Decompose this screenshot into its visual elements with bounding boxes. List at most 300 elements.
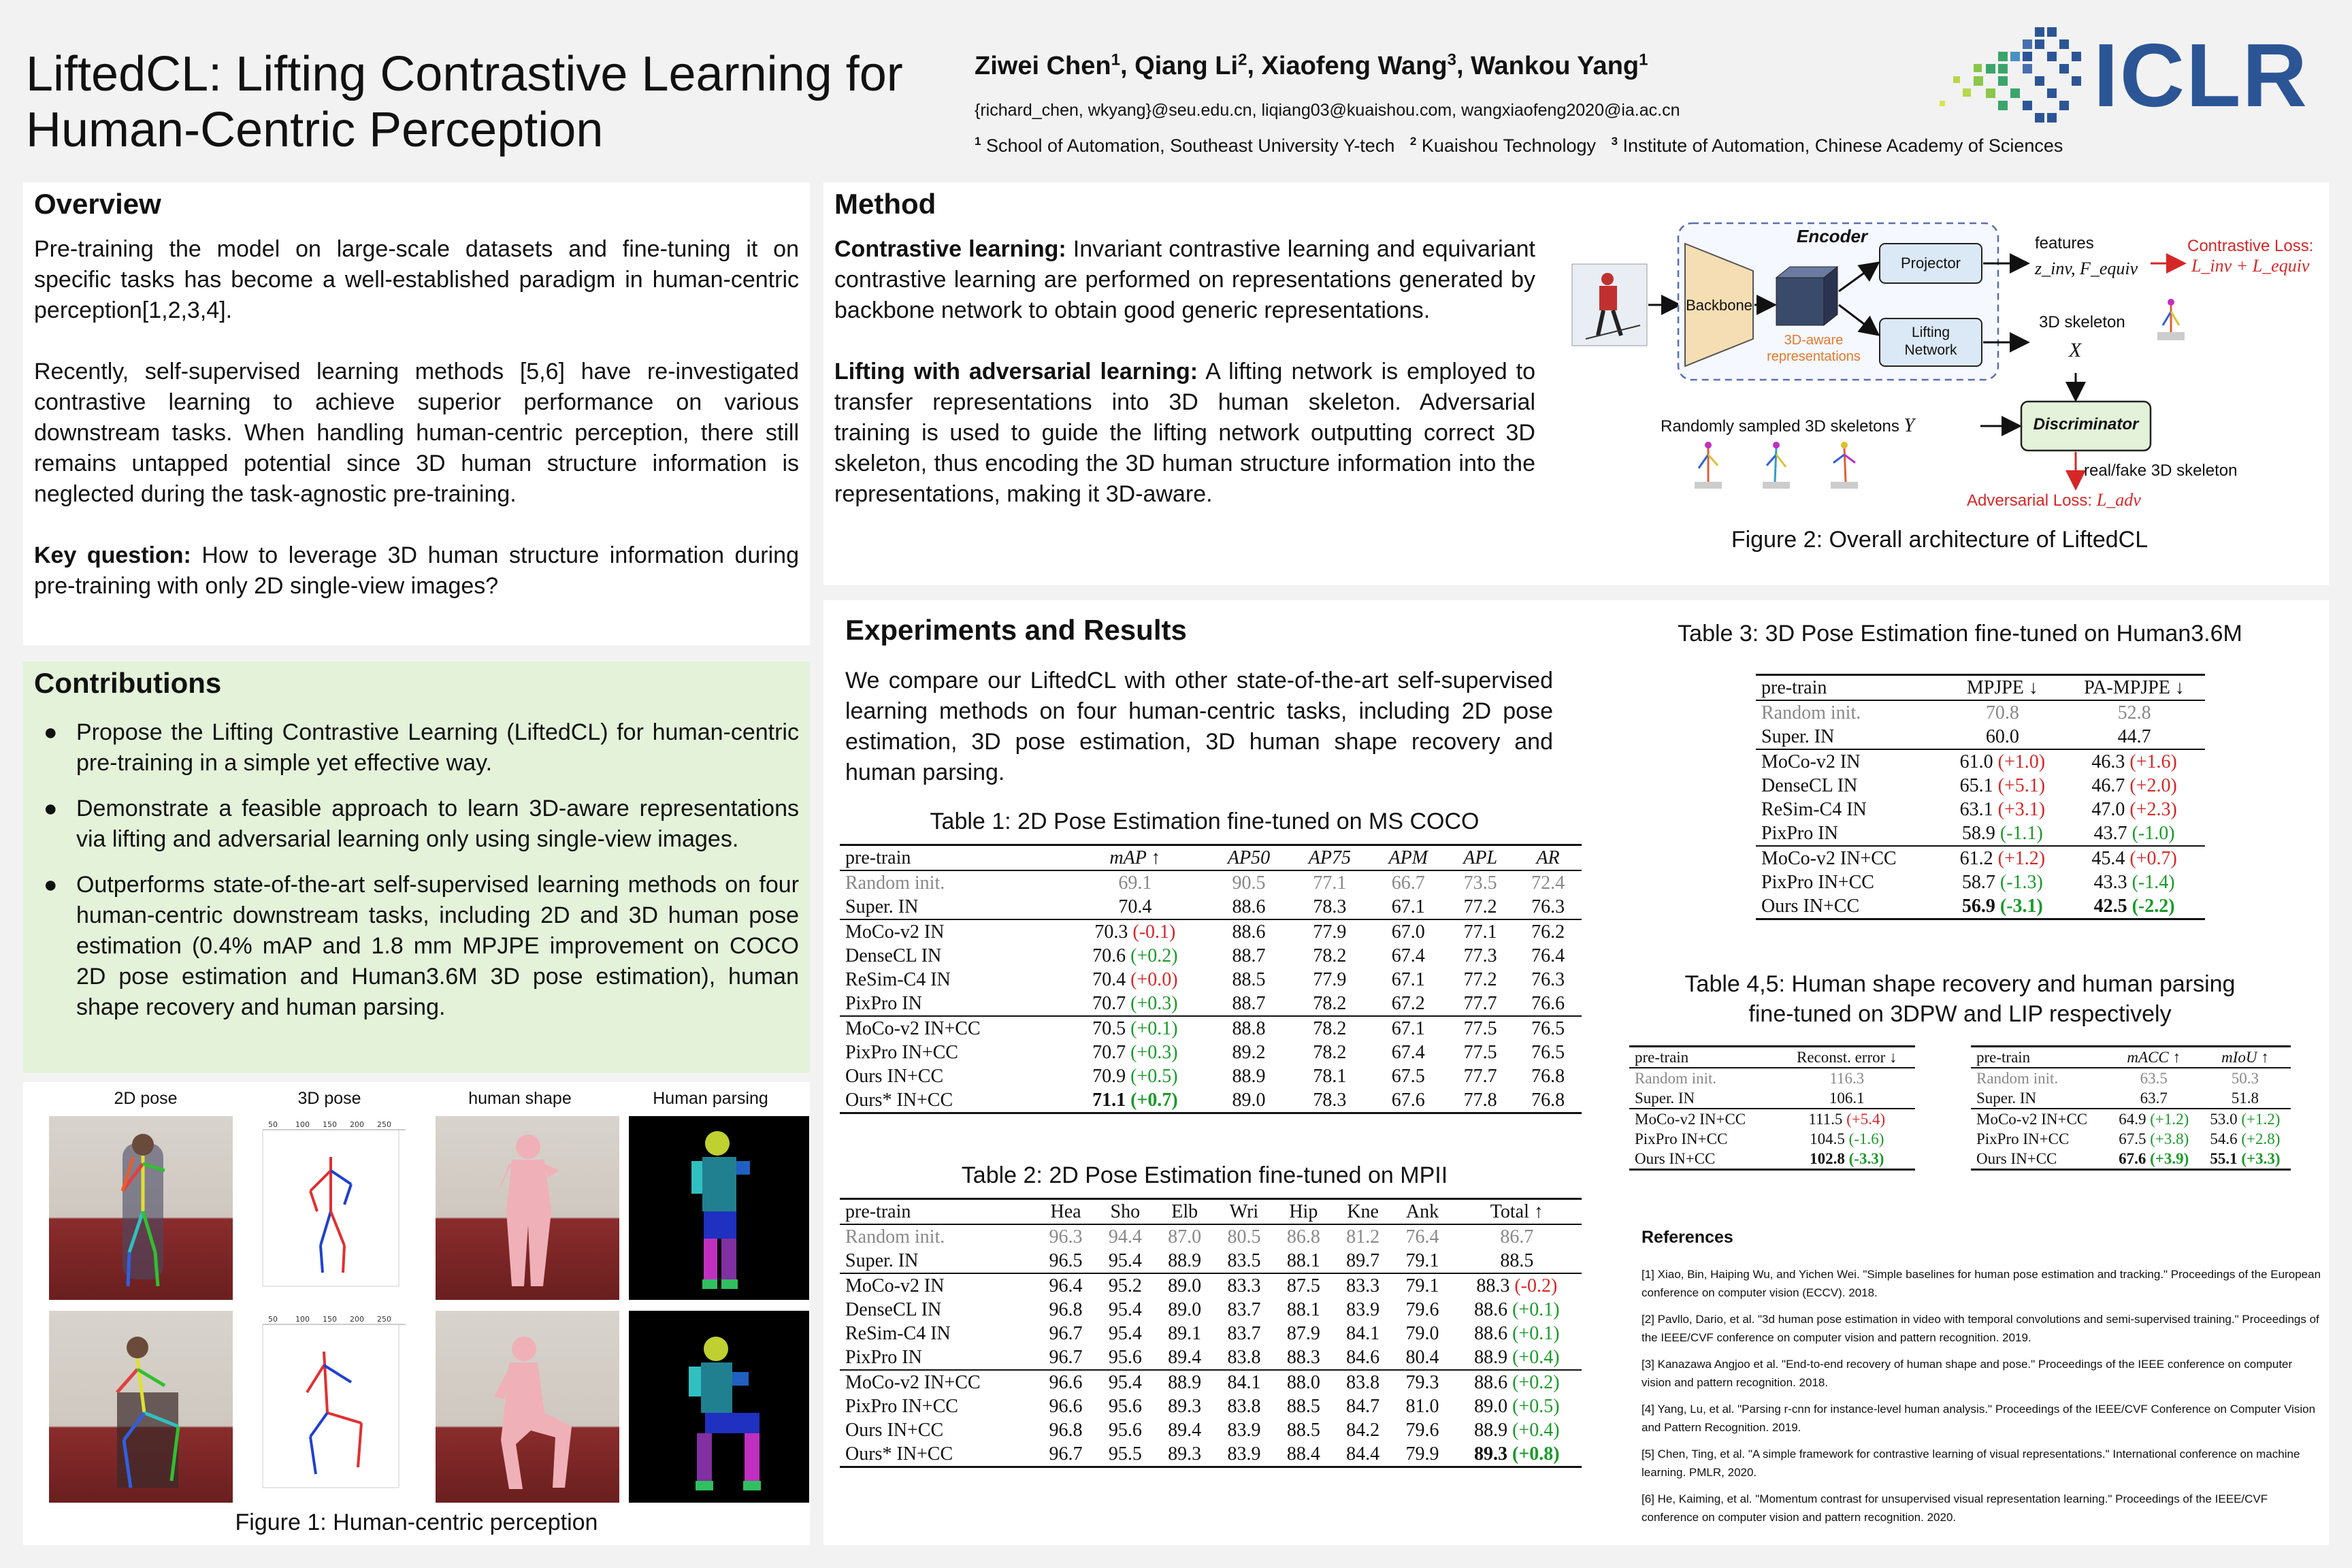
table-cell xyxy=(1214,1224,1273,1249)
table-cell-value: 84.2 xyxy=(1346,1420,1380,1441)
delta-badge: (+0.0) xyxy=(1126,969,1178,990)
table-row-label: Random init. xyxy=(1756,700,1942,725)
delta-badge: (+3.1) xyxy=(1993,799,2046,820)
table-cell xyxy=(1392,1394,1452,1418)
table-cell xyxy=(1036,1249,1095,1273)
table-cell-value: 83.5 xyxy=(1227,1250,1261,1271)
table-cell-value: 47.0 xyxy=(2091,799,2125,820)
table-cell xyxy=(1214,1298,1273,1322)
table-row xyxy=(840,1224,1582,1249)
table-cell-value: 83.8 xyxy=(1227,1396,1261,1417)
table-cell xyxy=(1036,1224,1095,1249)
table-cell xyxy=(1514,1041,1582,1064)
table-cell-value: 83.9 xyxy=(1227,1443,1261,1465)
table-cell-value: 76.5 xyxy=(1531,1018,1565,1039)
table-cell xyxy=(1333,1322,1392,1345)
table-row xyxy=(1629,1068,1915,1088)
table-cell xyxy=(1096,1322,1155,1345)
table-cell xyxy=(1155,1322,1214,1345)
table1 xyxy=(840,844,1582,1114)
skeleton-3d-plot-icon xyxy=(242,1116,421,1300)
table-cell xyxy=(1036,1418,1095,1442)
table-cell-value: 81.2 xyxy=(1346,1226,1380,1247)
delta-badge: (+0.2) xyxy=(1126,945,1178,966)
table-cell xyxy=(1096,1298,1155,1322)
table2-caption: Table 2: 2D Pose Estimation fine-tuned on MPII xyxy=(961,1162,1448,1188)
table-cell xyxy=(1062,1016,1208,1041)
table-cell xyxy=(1333,1224,1392,1249)
table-cell xyxy=(1289,944,1370,968)
table-cell-value: 66.7 xyxy=(1391,872,1425,894)
delta-badge: (+1.6) xyxy=(2125,751,2177,772)
table-cell-value: 67.0 xyxy=(1391,921,1425,943)
table-cell-value: 76.4 xyxy=(1531,945,1565,966)
table-cell-value: 72.4 xyxy=(1531,872,1565,894)
table-cell-value: 58.7 xyxy=(1961,872,1995,893)
table-row xyxy=(840,1064,1582,1088)
table-cell xyxy=(1209,1041,1290,1064)
fig2-features-label: features xyxy=(2035,234,2094,252)
table-cell xyxy=(2200,1129,2291,1149)
table-cell xyxy=(1392,1418,1452,1442)
table-cell-value: 78.3 xyxy=(1313,896,1347,917)
table-row xyxy=(840,870,1582,895)
delta-badge: (-1.3) xyxy=(1995,872,2043,893)
svg-text:150: 150 xyxy=(323,1315,337,1324)
table-cell xyxy=(1370,1016,1446,1041)
sampled-skeleton-icon xyxy=(1695,442,1722,489)
table-cell-value: 83.3 xyxy=(1346,1275,1380,1296)
table-cell xyxy=(1370,895,1446,919)
table-row xyxy=(840,968,1582,992)
fig2-aware-label: 3D-aware representations xyxy=(1767,333,1861,364)
table-header-cell: Elb xyxy=(1155,1199,1214,1225)
table-cell-value: 96.6 xyxy=(1049,1372,1083,1393)
table-cell xyxy=(1155,1370,1214,1394)
table-cell xyxy=(1289,1016,1370,1041)
table-cell xyxy=(1289,992,1370,1016)
delta-badge: (+1.2) xyxy=(2237,1111,2281,1128)
reference-item: [5] Chen, Ting, et al. "A simple framework for contrastive learning of visual representations." International conference on machine learning. PMLR, 2020. xyxy=(1642,1448,2300,1479)
table-cell xyxy=(1942,700,2064,725)
table-row-label: PixPro IN xyxy=(845,1347,922,1368)
table-cell xyxy=(1274,1442,1333,1467)
iclr-logo xyxy=(1933,20,2314,129)
table-cell-value: 89.4 xyxy=(1168,1420,1202,1441)
table-cell-value: 67.1 xyxy=(1391,969,1425,990)
delta-badge: (+3.3) xyxy=(2237,1150,2281,1167)
table-cell-value: 95.5 xyxy=(1108,1443,1142,1465)
table-cell-value: 83.8 xyxy=(1346,1372,1380,1393)
table-cell-value: 96.7 xyxy=(1049,1347,1083,1368)
table-row xyxy=(840,1345,1582,1370)
table-cell-value: 76.8 xyxy=(1531,1066,1565,1087)
delta-badge: (-3.3) xyxy=(1844,1150,1884,1167)
table-cell-value: 70.4 xyxy=(1118,896,1152,917)
svg-text:250: 250 xyxy=(377,1315,391,1324)
table-cell-value: 89.3 xyxy=(1474,1443,1508,1465)
mesh-body-sitting-icon xyxy=(436,1311,619,1503)
table-cell-value: 86.8 xyxy=(1286,1226,1320,1247)
table-cell-value: 102.8 xyxy=(1810,1150,1845,1167)
table-cell xyxy=(2063,798,2205,821)
table-cell-value: 95.4 xyxy=(1108,1299,1142,1320)
table-row xyxy=(1971,1088,2291,1109)
table-cell-value: 80.4 xyxy=(1405,1347,1439,1368)
table-cell-value: 96.5 xyxy=(1049,1250,1083,1271)
table-cell xyxy=(1209,895,1290,919)
table-cell-value: 52.8 xyxy=(2117,702,2151,723)
table-row xyxy=(1629,1129,1915,1149)
fig2-contrastive-loss: Contrastive Loss: L_inv + L_equiv xyxy=(2187,237,2314,276)
table-cell-value: 77.2 xyxy=(1463,896,1497,917)
table-cell xyxy=(2108,1109,2200,1129)
table-header-cell: MPJPE ↓ xyxy=(1942,675,2064,701)
table-cell xyxy=(1370,992,1446,1016)
table-cell xyxy=(1289,919,1370,944)
table-row-label: Super. IN xyxy=(845,896,919,917)
table-cell xyxy=(1370,1041,1446,1064)
table-row-label: MoCo-v2 IN+CC xyxy=(1756,846,1942,870)
table-cell xyxy=(1214,1249,1273,1273)
table-cell-value: 88.5 xyxy=(1286,1420,1320,1441)
table-row xyxy=(1756,821,2205,846)
table-cell xyxy=(1209,968,1290,992)
table-header-cell: APM xyxy=(1370,845,1446,871)
table-cell xyxy=(1779,1149,1915,1170)
table-cell xyxy=(1209,1088,1290,1113)
table-cell xyxy=(1062,870,1208,895)
method-panel xyxy=(823,182,2329,585)
table-row xyxy=(840,1249,1582,1273)
table-cell xyxy=(1062,992,1208,1016)
table-cell-value: 95.4 xyxy=(1108,1372,1142,1393)
author-1: Ziwei Chen$^1$ xyxy=(975,50,1120,80)
table-row-label: Ours IN+CC xyxy=(1971,1149,2108,1170)
table-row xyxy=(1971,1129,2291,1149)
delta-badge: (+1.0) xyxy=(1993,751,2046,772)
table-cell xyxy=(1274,1273,1333,1298)
table-cell xyxy=(1942,725,2064,749)
fig1-label-human-shape: human shape xyxy=(468,1089,572,1108)
table-cell-value: 95.4 xyxy=(1108,1323,1142,1344)
reference-item: [6] He, Kaiming, et al. "Momentum contrast for unsupervised visual representation learning." Proceedings of the IEEE/CVF conference on computer vision and pattern recognition. 2020. xyxy=(1642,1492,2268,1524)
overview-title: Overview xyxy=(34,188,161,220)
table-cell-value: 78.2 xyxy=(1313,945,1347,966)
table-cell-value: 65.1 xyxy=(1959,775,1993,796)
table-cell xyxy=(2063,894,2205,919)
table-row xyxy=(840,1370,1582,1394)
fig2-skeleton-label: 3D skeleton xyxy=(2039,313,2125,331)
table-cell xyxy=(1392,1442,1452,1467)
fig2-backbone-label: Backbone xyxy=(1686,297,1752,314)
fig2-realfake-label: real/fake 3D skeleton xyxy=(2084,461,2238,480)
table-cell-value: 88.3 xyxy=(1476,1275,1510,1296)
table-cell xyxy=(2200,1149,2291,1170)
table-cell xyxy=(2063,870,2205,894)
table-cell-value: 87.0 xyxy=(1168,1226,1202,1247)
table-cell xyxy=(1452,1370,1582,1394)
table-cell-value: 88.9 xyxy=(1474,1347,1508,1368)
table-cell xyxy=(1514,919,1582,944)
table-cell-value: 84.1 xyxy=(1346,1323,1380,1344)
reference-item: [2] Pavllo, Dario, et al. "3d human pose estimation in video with temporal convolutions and semi-supervised training." Proceedings of the IEEE/CVF conference on computer vision and pattern recognition. 2019. xyxy=(1642,1313,2319,1344)
table-cell-value: 81.0 xyxy=(1405,1396,1439,1417)
iclr-logo-text: ICLR xyxy=(2093,25,2308,125)
table-cell xyxy=(1214,1370,1273,1394)
table-cell-value: 46.3 xyxy=(2091,751,2125,772)
table-cell-value: 95.6 xyxy=(1108,1396,1142,1417)
table-cell-value: 83.3 xyxy=(1227,1275,1261,1296)
table-cell xyxy=(1452,1322,1582,1345)
table-cell-value: 77.5 xyxy=(1463,1042,1497,1063)
table-cell-value: 51.8 xyxy=(2231,1090,2259,1107)
delta-badge: (-1.6) xyxy=(1844,1130,1884,1147)
table-cell-value: 83.9 xyxy=(1346,1299,1380,1320)
table-cell-value: 95.4 xyxy=(1108,1250,1142,1271)
table-cell xyxy=(2108,1149,2200,1170)
delta-badge: (+1.2) xyxy=(1993,848,2046,869)
svg-text:50: 50 xyxy=(268,1120,278,1129)
table-row-label: Super. IN xyxy=(845,1250,919,1271)
table-cell xyxy=(2200,1068,2291,1088)
table-cell-value: 67.1 xyxy=(1391,1018,1425,1039)
fig1-label-human-parsing: Human parsing xyxy=(653,1089,768,1108)
table-row-label: Ours* IN+CC xyxy=(840,1088,1062,1113)
table-cell xyxy=(1289,968,1370,992)
table-cell xyxy=(1514,1016,1582,1041)
table-row-label: MoCo-v2 IN+CC xyxy=(1629,1109,1779,1129)
table-cell xyxy=(1446,992,1514,1016)
table-cell-value: 96.8 xyxy=(1049,1420,1083,1441)
table-cell-value: 76.3 xyxy=(1531,969,1565,990)
table-cell-value: 78.2 xyxy=(1313,1042,1347,1063)
table-header-cell: mAP ↑ xyxy=(1062,845,1208,871)
table-cell-value: 111.5 xyxy=(1808,1111,1843,1128)
table-cell-value: 89.4 xyxy=(1168,1347,1202,1368)
table-cell xyxy=(2063,700,2205,725)
table-row-label: Random init. xyxy=(840,870,1062,895)
table-cell xyxy=(1333,1298,1392,1322)
table-cell xyxy=(1452,1418,1582,1442)
fig1-human-shape-image-2 xyxy=(436,1311,619,1503)
figure2-caption: Figure 2: Overall architecture of LiftedCL xyxy=(1731,527,2149,553)
table-cell-value: 67.1 xyxy=(1391,896,1425,917)
table-row-label: Random init. xyxy=(1971,1068,2108,1088)
table-header-cell: Wri xyxy=(1214,1199,1273,1225)
table-row xyxy=(840,1394,1582,1418)
table-cell xyxy=(1274,1322,1333,1345)
table-cell xyxy=(1942,870,2064,894)
table-cell-value: 46.7 xyxy=(2091,775,2125,796)
table-cell xyxy=(1333,1442,1392,1467)
table-cell xyxy=(1036,1273,1095,1298)
table-cell xyxy=(1062,1041,1208,1064)
table-row xyxy=(1629,1088,1915,1109)
table-cell xyxy=(1942,846,2064,870)
table-cell-value: 43.3 xyxy=(2093,872,2127,893)
fig1-human-shape-image-1 xyxy=(436,1116,619,1300)
table-cell xyxy=(1446,870,1514,895)
table-cell xyxy=(1062,1064,1208,1088)
table-cell xyxy=(1446,944,1514,968)
table-header-cell: Hea xyxy=(1036,1199,1095,1225)
parsing-mask-icon xyxy=(629,1116,809,1300)
table-cell xyxy=(1274,1370,1333,1394)
table-header-cell: mIoU ↑ xyxy=(2200,1047,2291,1068)
table-cell xyxy=(1214,1273,1273,1298)
table-cell xyxy=(1370,1088,1446,1113)
skeleton-3d-plot-sitting-icon xyxy=(242,1311,421,1503)
table-cell-value: 106.1 xyxy=(1829,1090,1865,1107)
parsing-mask-sitting-icon xyxy=(629,1311,809,1503)
table-cell xyxy=(1942,798,2064,821)
table-cell-value: 63.5 xyxy=(2140,1070,2168,1087)
table-row-label: Random init. xyxy=(1629,1068,1779,1088)
table-cell xyxy=(1446,895,1514,919)
table-cell-value: 55.1 xyxy=(2210,1150,2238,1167)
table-header-row xyxy=(1756,675,2205,701)
overview-paragraph-2: Recently, self-supervised learning methods [5,6] have re-investigated contrastive learning to achieve superior performance on various downstream tasks. When handling human-centric perception, there still remains untapped potential since 3D human structure information is neglected during the task-agnostic pre-training. xyxy=(34,359,799,507)
table-cell-value: 79.0 xyxy=(1405,1323,1439,1344)
table-row-label: PixPro IN+CC xyxy=(1761,872,1874,893)
table-row-label: ReSim-C4 IN xyxy=(1761,799,1867,820)
contribution-item: ● Demonstrate a feasible approach to learn 3D-aware representations via lifting and adversarial learning only using single-view images. xyxy=(44,796,799,852)
table-cell xyxy=(1289,895,1370,919)
table-cell-value: 77.1 xyxy=(1463,921,1497,943)
svg-text:200: 200 xyxy=(350,1315,364,1324)
authors: Ziwei Chen$^1$, Qiang Li$^2$, Xiaofeng Wang$^3$, Wankou Yang$^1$ xyxy=(975,50,1648,80)
overview-panel xyxy=(23,182,810,645)
table-cell-value: 77.8 xyxy=(1463,1090,1497,1111)
table-cell xyxy=(1942,894,2064,919)
delta-badge: (+2.3) xyxy=(2125,799,2177,820)
figure1-caption: Figure 1: Human-centric perception xyxy=(235,1509,598,1535)
table-cell-value: 73.5 xyxy=(1463,872,1497,894)
table-cell-value: 70.9 xyxy=(1092,1066,1126,1087)
table-cell-value: 61.2 xyxy=(1959,848,1993,869)
table-header-cell: APL xyxy=(1446,845,1514,871)
method-lifting-label: Lifting with adversarial learning: xyxy=(834,359,1198,385)
table-row xyxy=(840,1041,1582,1064)
table-row-label: MoCo-v2 IN+CC xyxy=(1971,1109,2108,1129)
fig1-3d-pose-plot-1 xyxy=(242,1116,421,1300)
table-cell-value: 79.6 xyxy=(1405,1420,1439,1441)
title-line-2: Human-Centric Perception xyxy=(26,103,604,157)
table-cell-value: 88.7 xyxy=(1232,993,1266,1014)
table-cell-value: 67.6 xyxy=(2119,1150,2146,1167)
overview-paragraph-1: Pre-training the model on large-scale datasets and fine-tuning it on specific tasks has become a well-established paradigm in human-centric perception[1,2,3,4]. xyxy=(34,236,799,323)
table-cell xyxy=(2108,1088,2200,1109)
table-cell-value: 84.6 xyxy=(1346,1347,1380,1368)
table-cell-value: 90.5 xyxy=(1232,872,1266,894)
table-cell-value: 77.5 xyxy=(1463,1018,1497,1039)
table-cell xyxy=(1452,1273,1582,1298)
table-cell xyxy=(1333,1418,1392,1442)
table-cell xyxy=(1155,1249,1214,1273)
table-cell xyxy=(1062,1088,1208,1113)
table-cell xyxy=(1392,1273,1452,1298)
table-cell xyxy=(1289,870,1370,895)
table-cell-value: 96.4 xyxy=(1049,1275,1083,1296)
experiments-intro: We compare our LiftedCL with other state-of-the-art self-supervised learning methods on four human-centric tasks, including 2D pose estimation, 3D pose estimation, 3D human shape recovery and human parsing. xyxy=(845,668,1553,785)
table-cell-value: 76.3 xyxy=(1531,896,1565,917)
delta-badge: (+0.4) xyxy=(1507,1420,1560,1441)
table-cell-value: 63.1 xyxy=(1959,799,1993,820)
table-cell-value: 70.7 xyxy=(1092,1042,1126,1063)
table-cell-value: 89.1 xyxy=(1168,1323,1202,1344)
table-cell xyxy=(1155,1345,1214,1370)
table-row-label: MoCo-v2 IN+CC xyxy=(840,1016,1062,1041)
table-cell-value: 44.7 xyxy=(2117,726,2151,747)
table-cell-value: 95.6 xyxy=(1108,1347,1142,1368)
table-cell xyxy=(1096,1273,1155,1298)
author-2: Qiang Li$^2$ xyxy=(1134,50,1247,80)
table-cell xyxy=(1942,749,2064,774)
table-header-cell: AP75 xyxy=(1289,845,1370,871)
table-row-label: PixPro IN+CC xyxy=(845,1396,958,1417)
table-cell-value: 86.7 xyxy=(1500,1226,1534,1247)
table-cell xyxy=(1096,1249,1155,1273)
fig1-label-2d-pose: 2D pose xyxy=(114,1089,178,1108)
table-cell xyxy=(1096,1370,1155,1394)
table-row-label: ReSim-C4 IN xyxy=(845,1323,951,1344)
table-cell-value: 88.1 xyxy=(1286,1299,1320,1320)
table-cell-value: 79.1 xyxy=(1405,1275,1439,1296)
table-header-cell: Total ↑ xyxy=(1452,1199,1582,1225)
table-row xyxy=(1756,798,2205,821)
table-row-label: MoCo-v2 IN xyxy=(1756,749,1942,774)
table-cell-value: 70.7 xyxy=(1092,993,1126,1014)
delta-badge: (+5.1) xyxy=(1993,775,2046,796)
table-cell xyxy=(1274,1394,1333,1418)
table-row xyxy=(840,895,1582,919)
fig2-projector-label: Projector xyxy=(1900,255,1961,272)
table-cell-value: 61.0 xyxy=(1959,751,1993,772)
table-cell-value: 83.9 xyxy=(1227,1420,1261,1441)
table-cell xyxy=(1096,1418,1155,1442)
table-cell xyxy=(1446,1088,1514,1113)
table-header-cell: pre-train xyxy=(840,845,1062,871)
table-cell-value: 64.9 xyxy=(2119,1111,2146,1128)
table-row xyxy=(840,1442,1582,1467)
table-cell xyxy=(1036,1442,1095,1467)
table-row xyxy=(1756,700,2205,725)
table-cell-value: 79.6 xyxy=(1405,1299,1439,1320)
references-title: References xyxy=(1642,1228,1733,1247)
table-cell-value: 88.5 xyxy=(1500,1250,1534,1271)
table-header-cell: PA-MPJPE ↓ xyxy=(2063,675,2205,701)
table-cell xyxy=(1209,1016,1290,1041)
table-cell-value: 78.2 xyxy=(1313,1018,1347,1039)
table-cell-value: 88.3 xyxy=(1286,1347,1320,1368)
table-cell-value: 77.9 xyxy=(1313,969,1347,990)
reference-item: [1] Xiao, Bin, Haiping Wu, and Yichen Wei. "Simple baselines for human pose estimation and tracking." Proceedings of the European conference on computer vision (ECCV). 2018. xyxy=(1642,1268,2321,1299)
table-row-label: Super. IN xyxy=(1635,1090,1695,1107)
delta-badge: (+0.1) xyxy=(1507,1299,1560,1320)
sampled-skeleton-icon xyxy=(1763,442,1790,489)
delta-badge: (-0.1) xyxy=(1128,921,1176,943)
table-cell-value: 89.3 xyxy=(1168,1443,1202,1465)
table-cell-value: 76.8 xyxy=(1531,1090,1565,1111)
table-cell xyxy=(2200,1109,2291,1129)
table-header-cell: AR xyxy=(1514,845,1582,871)
table-header-row xyxy=(1629,1047,1915,1068)
table-row xyxy=(840,1298,1582,1322)
table-row-label: PixPro IN xyxy=(845,993,922,1014)
table-cell-value: 79.1 xyxy=(1405,1250,1439,1271)
table-cell xyxy=(1214,1322,1273,1345)
